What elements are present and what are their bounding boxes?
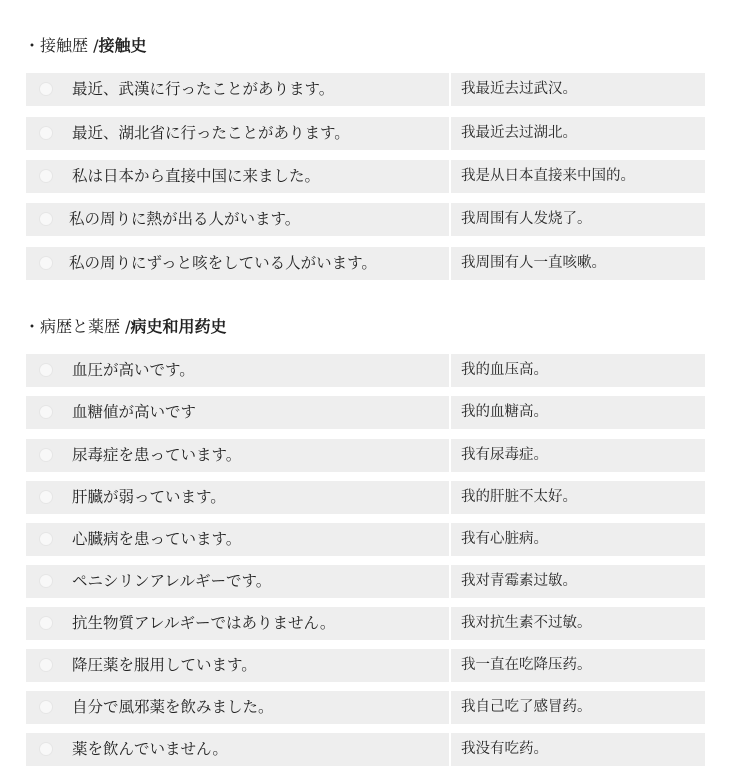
- radio-icon[interactable]: [39, 658, 53, 672]
- phrase-cn: 我周围有人一直咳嗽。: [461, 255, 606, 271]
- phrase-row[interactable]: [26, 396, 705, 429]
- phrase-jp-cell: [26, 733, 449, 766]
- phrase-jp: 心臓病を患っています。: [72, 530, 242, 548]
- phrase-cn-cell: [451, 160, 705, 193]
- phrase-jp-cell: [26, 691, 449, 724]
- phrase-jp: 私は日本から直接中国に来ました。: [72, 167, 321, 185]
- phrase-cn: 我自己吃了感冒药。: [461, 699, 592, 715]
- radio-icon[interactable]: [39, 490, 53, 504]
- phrase-cn: 我对抗生素不过敏。: [461, 615, 592, 631]
- phrase-cn: 我的血压高。: [461, 362, 548, 378]
- phrase-jp: 最近、湖北省に行ったことがあります。: [72, 124, 350, 142]
- phrase-jp-cell: [26, 565, 449, 598]
- phrase-cn-cell: [451, 439, 705, 472]
- phrase-cn: 我一直在吃降压药。: [461, 657, 592, 673]
- phrase-row[interactable]: [26, 247, 705, 280]
- phrase-row[interactable]: [26, 691, 705, 724]
- radio-icon[interactable]: [39, 405, 53, 419]
- phrase-cn-cell: [451, 117, 705, 150]
- phrase-jp: 私の周りにずっと咳をしている人がいます。: [69, 254, 377, 272]
- radio-icon[interactable]: [39, 742, 53, 756]
- phrase-cn-cell: [451, 354, 705, 387]
- phrase-jp: 抗生物質アレルギーではありません。: [72, 614, 336, 632]
- radio-icon[interactable]: [39, 574, 53, 588]
- radio-icon[interactable]: [39, 256, 53, 270]
- phrase-jp-cell: [26, 117, 449, 150]
- radio-icon[interactable]: [39, 448, 53, 462]
- phrase-row[interactable]: [26, 117, 705, 150]
- phrase-row[interactable]: [26, 565, 705, 598]
- phrase-jp-cell: [26, 396, 449, 429]
- phrase-row[interactable]: [26, 203, 705, 236]
- phrase-cn: 我对青霉素过敏。: [461, 573, 577, 589]
- phrase-row[interactable]: [26, 481, 705, 514]
- phrase-cn: 我最近去过武汉。: [461, 81, 577, 97]
- phrase-cn: 我有心脏病。: [461, 531, 548, 547]
- contact-history-title: [24, 36, 147, 56]
- radio-icon[interactable]: [39, 700, 53, 714]
- phrase-jp: 最近、武漢に行ったことがあります。: [72, 80, 335, 98]
- radio-icon[interactable]: [39, 532, 53, 546]
- phrase-row[interactable]: [26, 733, 705, 766]
- phrase-jp: 尿毒症を患っています。: [72, 446, 242, 464]
- phrase-row[interactable]: [26, 523, 705, 556]
- phrase-jp: ペニシリンアレルギーです。: [72, 572, 272, 590]
- phrase-cn: 我周围有人发烧了。: [461, 211, 592, 227]
- radio-icon[interactable]: [39, 126, 53, 140]
- radio-icon[interactable]: [39, 212, 53, 226]
- phrase-jp-cell: [26, 649, 449, 682]
- phrase-jp-cell: [26, 247, 449, 280]
- phrase-row[interactable]: [26, 649, 705, 682]
- section-title-cn: 接触史: [98, 36, 147, 55]
- phrase-cn-cell: [451, 607, 705, 640]
- phrase-cn-cell: [451, 481, 705, 514]
- phrase-jp-cell: [26, 607, 449, 640]
- phrase-jp: 自分で風邪薬を飲みました。: [72, 698, 274, 716]
- phrase-cn-cell: [451, 73, 705, 106]
- radio-icon[interactable]: [39, 363, 53, 377]
- phrase-jp-cell: [26, 160, 449, 193]
- radio-icon[interactable]: [39, 82, 53, 96]
- phrase-cn-cell: [451, 396, 705, 429]
- phrase-row[interactable]: [26, 73, 705, 106]
- phrase-cn: 我的肝脏不太好。: [461, 489, 577, 505]
- phrase-cn: 我有尿毒症。: [461, 447, 548, 463]
- phrase-jp: 肝臓が弱っています。: [72, 488, 226, 506]
- phrase-jp-cell: [26, 203, 449, 236]
- radio-icon[interactable]: [39, 616, 53, 630]
- phrase-cn-cell: [451, 649, 705, 682]
- phrase-cn-cell: [451, 565, 705, 598]
- phrase-jp-cell: [26, 439, 449, 472]
- phrase-cn-cell: [451, 523, 705, 556]
- section-title-jp: ・接触歴 /: [24, 36, 99, 55]
- phrase-row[interactable]: [26, 354, 705, 387]
- phrase-cn-cell: [451, 203, 705, 236]
- phrase-jp-cell: [26, 481, 449, 514]
- phrase-cn: 我没有吃药。: [461, 741, 548, 757]
- phrase-jp-cell: [26, 523, 449, 556]
- radio-icon[interactable]: [39, 169, 53, 183]
- phrase-jp-cell: [26, 73, 449, 106]
- section-title-cn: 病史和用药史: [130, 317, 227, 336]
- phrase-row[interactable]: [26, 607, 705, 640]
- medical-history-title: [24, 317, 227, 337]
- phrase-cn: 我的血糖高。: [461, 404, 548, 420]
- phrase-jp: 血圧が高いです。: [72, 361, 195, 379]
- phrase-jp: 降圧薬を服用しています。: [72, 656, 257, 674]
- phrase-jp-cell: [26, 354, 449, 387]
- phrase-jp: 私の周りに熱が出る人がいます。: [69, 210, 301, 228]
- section-title-jp: ・病歴と薬歴 /: [24, 317, 131, 336]
- phrase-cn-cell: [451, 691, 705, 724]
- phrase-row[interactable]: [26, 160, 705, 193]
- phrase-cn: 我最近去过湖北。: [461, 125, 577, 141]
- phrase-cn-cell: [451, 733, 705, 766]
- phrase-cn-cell: [451, 247, 705, 280]
- phrase-row[interactable]: [26, 439, 705, 472]
- phrase-cn: 我是从日本直接来中国的。: [461, 168, 635, 184]
- phrase-jp: 薬を飲んでいません。: [72, 740, 228, 758]
- phrase-jp: 血糖値が高いです: [72, 403, 197, 421]
